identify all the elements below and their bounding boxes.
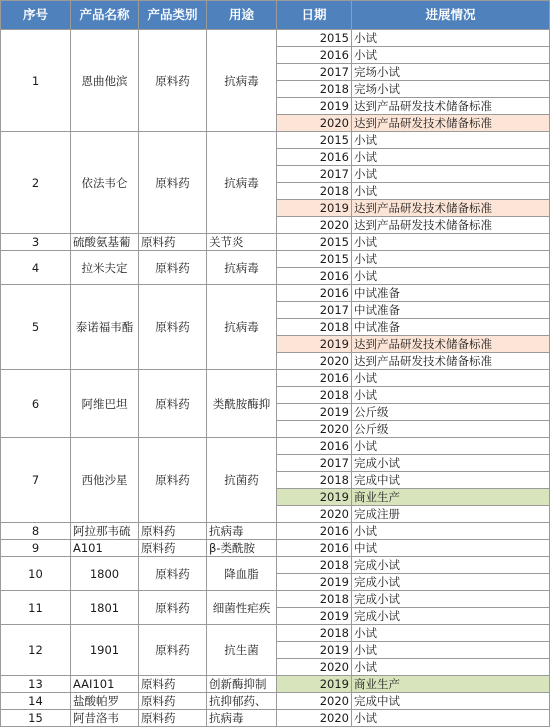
year-cell: 2020	[277, 421, 352, 438]
status-cell: 小试	[352, 438, 550, 455]
status-cell: 完成中试	[352, 472, 550, 489]
index-cell: 11	[1, 591, 71, 625]
status-cell: 完成小试	[352, 608, 550, 625]
status-cell: 完成小试	[352, 574, 550, 591]
year-cell: 2019	[277, 574, 352, 591]
year-cell: 2020	[277, 353, 352, 370]
header-use: 用途	[207, 1, 277, 30]
year-cell: 2018	[277, 591, 352, 608]
year-cell: 2015	[277, 234, 352, 251]
status-cell: 小试	[352, 523, 550, 540]
year-cell: 2015	[277, 251, 352, 268]
status-cell: 完成中试	[352, 693, 550, 710]
product-name-cell: 泰诺福韦酯	[71, 285, 139, 370]
year-cell: 2016	[277, 285, 352, 302]
year-cell: 2018	[277, 472, 352, 489]
year-cell: 2016	[277, 149, 352, 166]
status-cell: 小试	[352, 47, 550, 64]
index-cell: 9	[1, 540, 71, 557]
year-cell: 2019	[277, 336, 352, 353]
header-product-name: 产品名称	[71, 1, 139, 30]
use-cell: 降血脂	[207, 557, 277, 591]
product-name-cell: 依法韦仑	[71, 132, 139, 234]
category-cell: 原料药	[139, 234, 207, 251]
category-cell: 原料药	[139, 693, 207, 710]
product-name-cell: 西他沙星	[71, 438, 139, 523]
category-cell: 原料药	[139, 710, 207, 727]
table-row	[1, 625, 550, 642]
index-cell: 6	[1, 370, 71, 438]
status-cell: 达到产品研发技术储备标准	[352, 353, 550, 370]
year-cell: 2020	[277, 506, 352, 523]
use-cell: 抗病毒	[207, 523, 277, 540]
status-cell: 公斤级	[352, 404, 550, 421]
header-date: 日期	[277, 1, 352, 30]
table-row	[1, 30, 550, 47]
use-cell: β-类酰胺	[207, 540, 277, 557]
index-cell: 12	[1, 625, 71, 676]
status-cell: 小试	[352, 710, 550, 727]
year-cell: 2020	[277, 693, 352, 710]
table-row	[1, 710, 550, 727]
status-cell: 商业生产	[352, 489, 550, 506]
year-cell: 2019	[277, 489, 352, 506]
year-cell: 2018	[277, 387, 352, 404]
year-cell: 2016	[277, 523, 352, 540]
index-cell: 4	[1, 251, 71, 285]
category-cell: 原料药	[139, 285, 207, 370]
status-cell: 达到产品研发技术储备标准	[352, 115, 550, 132]
category-cell: 原料药	[139, 557, 207, 591]
year-cell: 2017	[277, 302, 352, 319]
use-cell: 抗生菌	[207, 625, 277, 676]
year-cell: 2020	[277, 659, 352, 676]
product-name-cell: 拉米夫定	[71, 251, 139, 285]
year-cell: 2019	[277, 608, 352, 625]
index-cell: 8	[1, 523, 71, 540]
table-row	[1, 523, 550, 540]
year-cell: 2019	[277, 676, 352, 693]
category-cell: 原料药	[139, 30, 207, 132]
table-row	[1, 693, 550, 710]
year-cell: 2016	[277, 47, 352, 64]
year-cell: 2018	[277, 625, 352, 642]
product-name-cell: 硫酸氨基葡	[71, 234, 139, 251]
table-row	[1, 438, 550, 455]
year-cell: 2016	[277, 268, 352, 285]
product-name-cell: 阿维巴坦	[71, 370, 139, 438]
index-cell: 5	[1, 285, 71, 370]
product-name-cell: 阿昔洛韦	[71, 710, 139, 727]
use-cell: 抗病毒	[207, 132, 277, 234]
status-cell: 达到产品研发技术储备标准	[352, 98, 550, 115]
use-cell: 创新酶抑制	[207, 676, 277, 693]
status-cell: 完成小试	[352, 591, 550, 608]
status-cell: 中试	[352, 540, 550, 557]
status-cell: 小试	[352, 642, 550, 659]
use-cell: 类酰胺酶抑	[207, 370, 277, 438]
year-cell: 2019	[277, 404, 352, 421]
category-cell: 原料药	[139, 591, 207, 625]
table-row	[1, 285, 550, 302]
header-product-category: 产品类别	[139, 1, 207, 30]
year-cell: 2019	[277, 642, 352, 659]
index-cell: 2	[1, 132, 71, 234]
table-row	[1, 132, 550, 149]
table-row	[1, 251, 550, 268]
product-name-cell: 恩曲他滨	[71, 30, 139, 132]
product-name-cell: A101	[71, 540, 139, 557]
year-cell: 2018	[277, 319, 352, 336]
status-cell: 完场小试	[352, 81, 550, 98]
table-row	[1, 591, 550, 608]
table-row	[1, 676, 550, 693]
year-cell: 2016	[277, 438, 352, 455]
header-index: 序号	[1, 1, 71, 30]
status-cell: 小试	[352, 166, 550, 183]
year-cell: 2015	[277, 132, 352, 149]
index-cell: 10	[1, 557, 71, 591]
use-cell: 抗病毒	[207, 30, 277, 132]
status-cell: 完成注册	[352, 506, 550, 523]
status-cell: 中试准备	[352, 319, 550, 336]
status-cell: 小试	[352, 370, 550, 387]
status-cell: 小试	[352, 30, 550, 47]
year-cell: 2016	[277, 540, 352, 557]
category-cell: 原料药	[139, 523, 207, 540]
product-name-cell: 盐酸帕罗	[71, 693, 139, 710]
header-progress: 进展情况	[352, 1, 550, 30]
year-cell: 2018	[277, 557, 352, 574]
header-row	[1, 1, 550, 30]
year-cell: 2018	[277, 81, 352, 98]
table-row	[1, 557, 550, 574]
category-cell: 原料药	[139, 625, 207, 676]
year-cell: 2016	[277, 370, 352, 387]
status-cell: 小试	[352, 268, 550, 285]
table-row	[1, 540, 550, 557]
category-cell: 原料药	[139, 370, 207, 438]
year-cell: 2017	[277, 166, 352, 183]
status-cell: 完成小试	[352, 455, 550, 472]
status-cell: 小试	[352, 659, 550, 676]
status-cell: 小试	[352, 387, 550, 404]
category-cell: 原料药	[139, 438, 207, 523]
status-cell: 小试	[352, 132, 550, 149]
category-cell: 原料药	[139, 540, 207, 557]
index-cell: 3	[1, 234, 71, 251]
table-row	[1, 370, 550, 387]
use-cell: 抗病毒	[207, 710, 277, 727]
use-cell: 抗病毒	[207, 251, 277, 285]
use-cell: 细菌性疟疾	[207, 591, 277, 625]
product-name-cell: 1800	[71, 557, 139, 591]
year-cell: 2017	[277, 64, 352, 81]
index-cell: 1	[1, 30, 71, 132]
category-cell: 原料药	[139, 251, 207, 285]
year-cell: 2020	[277, 710, 352, 727]
year-cell: 2020	[277, 115, 352, 132]
year-cell: 2020	[277, 217, 352, 234]
status-cell: 完场小试	[352, 64, 550, 81]
product-name-cell: 阿拉那韦硫	[71, 523, 139, 540]
index-cell: 7	[1, 438, 71, 523]
status-cell: 中试准备	[352, 285, 550, 302]
status-cell: 小试	[352, 625, 550, 642]
category-cell: 原料药	[139, 676, 207, 693]
product-name-cell: AAI101	[71, 676, 139, 693]
status-cell: 小试	[352, 234, 550, 251]
year-cell: 2019	[277, 200, 352, 217]
product-name-cell: 1801	[71, 591, 139, 625]
status-cell: 达到产品研发技术储备标准	[352, 217, 550, 234]
status-cell: 达到产品研发技术储备标准	[352, 200, 550, 217]
status-cell: 达到产品研发技术储备标准	[352, 336, 550, 353]
status-cell: 完成小试	[352, 557, 550, 574]
year-cell: 2019	[277, 98, 352, 115]
index-cell: 15	[1, 710, 71, 727]
index-cell: 13	[1, 676, 71, 693]
product-name-cell: 1901	[71, 625, 139, 676]
use-cell: 抗病毒	[207, 285, 277, 370]
use-cell: 抗抑郁药、	[207, 693, 277, 710]
category-cell: 原料药	[139, 132, 207, 234]
status-cell: 公斤级	[352, 421, 550, 438]
status-cell: 小试	[352, 149, 550, 166]
status-cell: 小试	[352, 251, 550, 268]
index-cell: 14	[1, 693, 71, 710]
year-cell: 2017	[277, 455, 352, 472]
use-cell: 关节炎	[207, 234, 277, 251]
year-cell: 2018	[277, 183, 352, 200]
table-body	[1, 30, 550, 727]
table-row	[1, 234, 550, 251]
use-cell: 抗菌药	[207, 438, 277, 523]
status-cell: 小试	[352, 183, 550, 200]
year-cell: 2015	[277, 30, 352, 47]
status-cell: 中试准备	[352, 302, 550, 319]
status-cell: 商业生产	[352, 676, 550, 693]
